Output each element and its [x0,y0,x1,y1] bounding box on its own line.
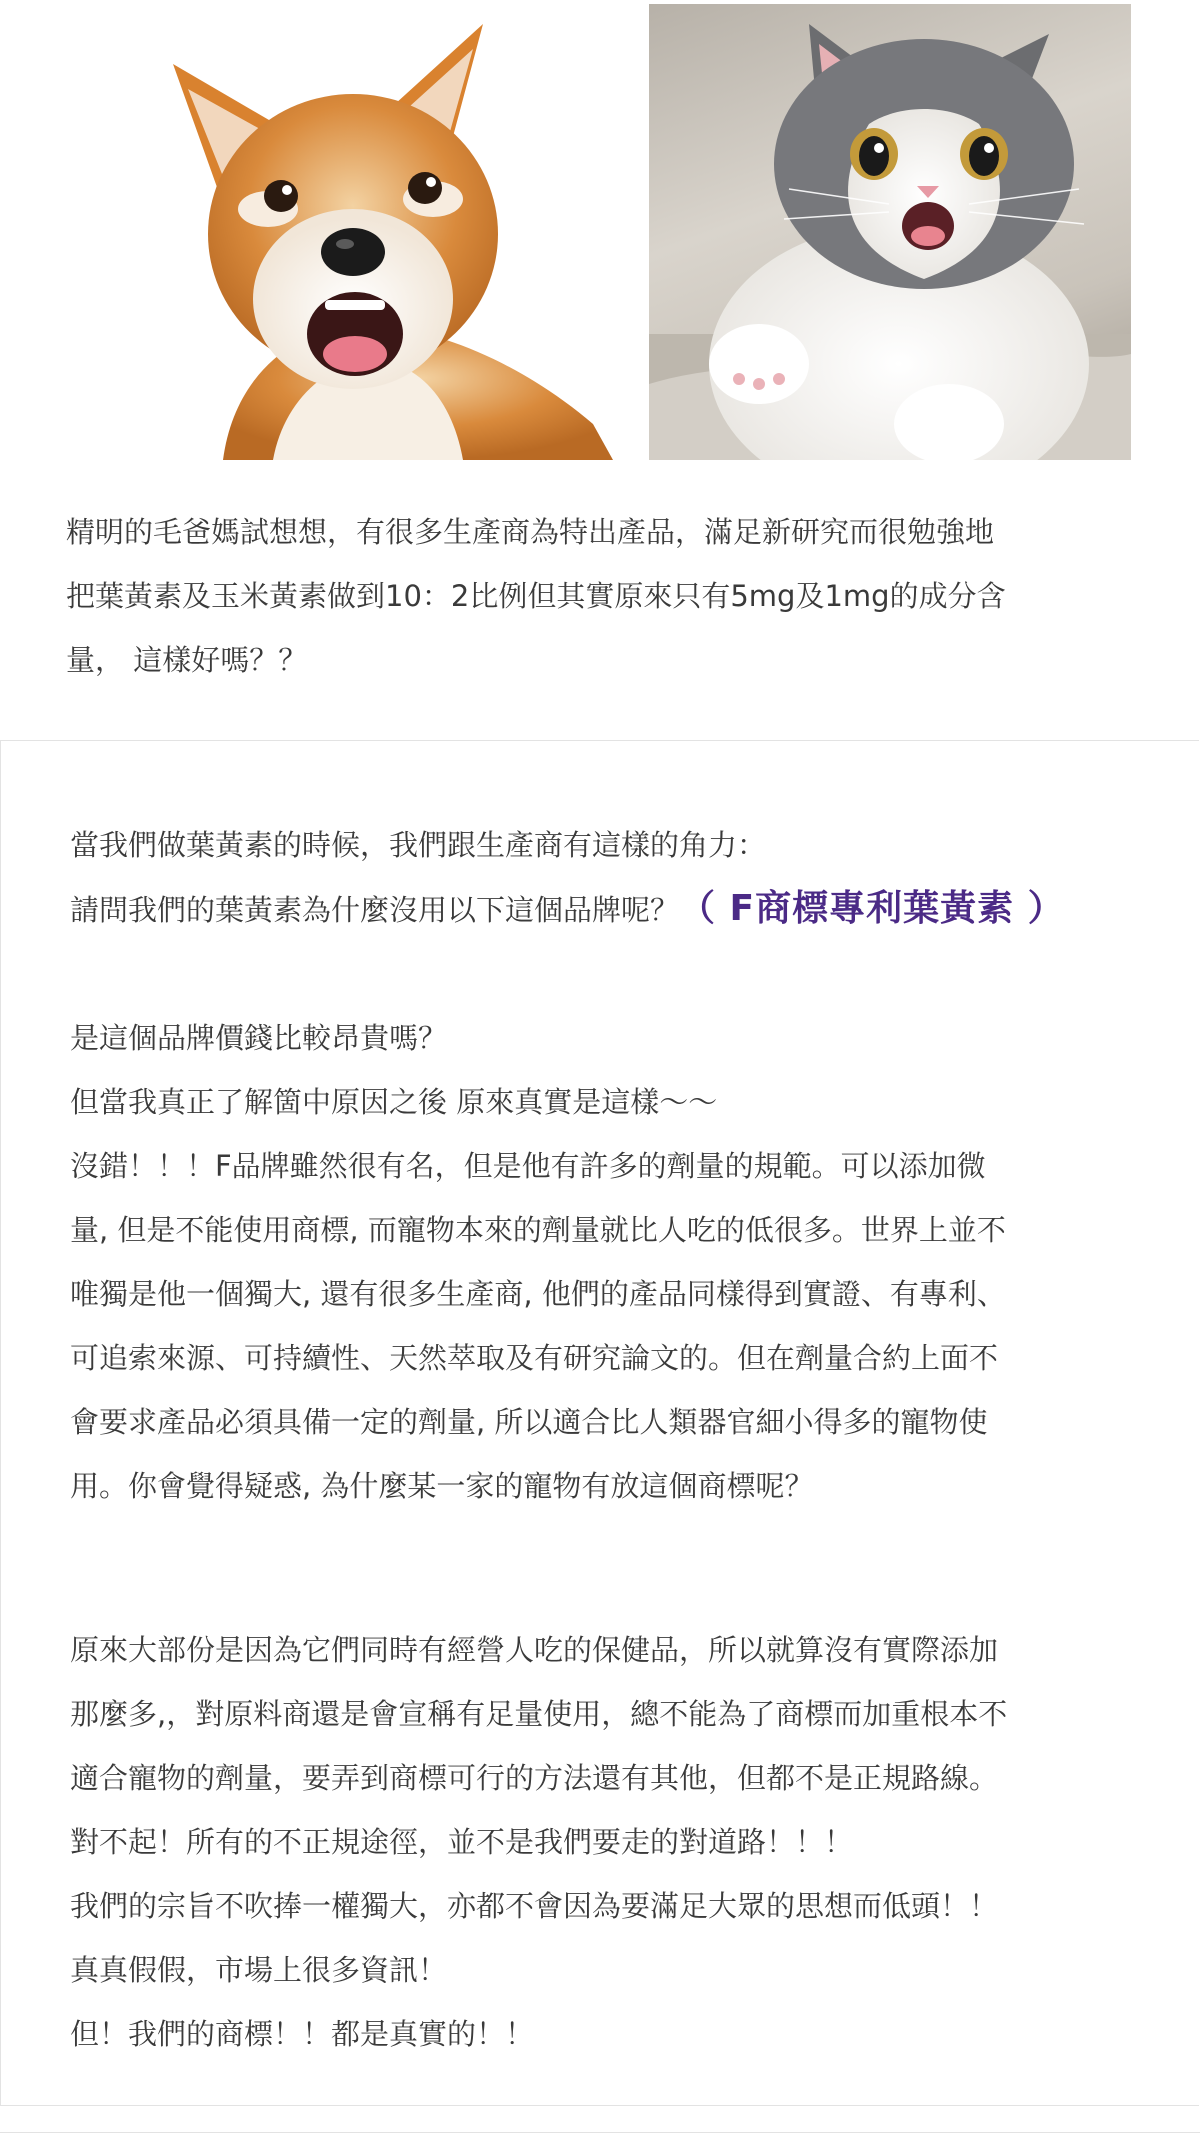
conclusion-line: 適合寵物的劑量，要弄到商標可行的方法還有其他，但都不是正規路線。 [70,1761,999,1795]
explanation-line: 可追索來源、可持續性、天然萃取及有研究論文的。但在劑量合約上面不 [70,1341,999,1375]
conclusion-line: 我們的宗旨不吹捧一權獨大，亦都不會因為要滿足大眾的思想而低頭！！ [70,1889,999,1923]
conclusion-line: 對不起！所有的不正規途徑，並不是我們要走的對道路！！！ [70,1825,854,1859]
conclusion-line: 那麼多,，對原料商還是會宣稱有足量使用，總不能為了商標而加重根本不 [70,1697,1008,1731]
brand-highlight: （ F商標專利葉黃素 ） [679,888,1065,929]
cat-illustration [649,4,1131,460]
explanation-line: 會要求產品必須具備一定的劑量, 所以適合比人類器官細小得多的寵物使 [70,1405,988,1439]
explanation-line: 沒錯！！！F品牌雖然很有名，但是他有許多的劑量的規範。可以添加微 [70,1149,986,1183]
bottom-divider [0,2132,1200,2133]
content-box [0,740,1199,2106]
spacer [70,942,1130,1006]
intro-line: 精明的毛爸媽試想想，有很多生產商為特出產品，滿足新研究而很勉強地 [66,515,995,549]
dog-illustration [53,4,649,460]
opening-question: 請問我們的葉黃素為什麼沒用以下這個品牌呢？ [70,893,680,927]
conclusion-line: 但！我們的商標！！都是真實的！！ [70,2017,535,2051]
content-box-text [70,813,1130,2066]
explanation-line: 唯獨是他一個獨大, 還有很多生產商, 他們的產品同樣得到實證、有專利、 [70,1277,1006,1311]
question-line: 但當我真正了解箇中原因之後 原來真實是這樣～～ [70,1085,718,1119]
explanation-line: 量, 但是不能使用商標, 而寵物本來的劑量就比人吃的低很多。世界上並不 [70,1213,1006,1247]
hero-images [53,4,1131,460]
conclusion-line: 真真假假，市場上很多資訊！ [70,1953,448,1987]
intro-line: 量， 這樣好嗎？？ [66,643,308,677]
conclusion-line: 原來大部份是因為它們同時有經營人吃的保健品，所以就算沒有實際添加 [70,1633,999,1667]
intro-line: 把葉黃素及玉米黃素做到10：2比例但其實原來只有5mg及1mg的成分含 [66,579,1006,613]
explanation-line: 用。你會覺得疑惑, 為什麼某一家的寵物有放這個商標呢？ [70,1469,814,1503]
spacer [70,1518,1130,1618]
cat-photo [649,4,1131,460]
question-line: 是這個品牌價錢比較昂貴嗎？ [70,1021,448,1055]
intro-paragraph [66,500,1126,692]
dog-photo [53,4,649,460]
opening-line: 當我們做葉黃素的時候，我們跟生產商有這樣的角力： [70,828,767,862]
opening-line-with-brand [70,877,1130,942]
